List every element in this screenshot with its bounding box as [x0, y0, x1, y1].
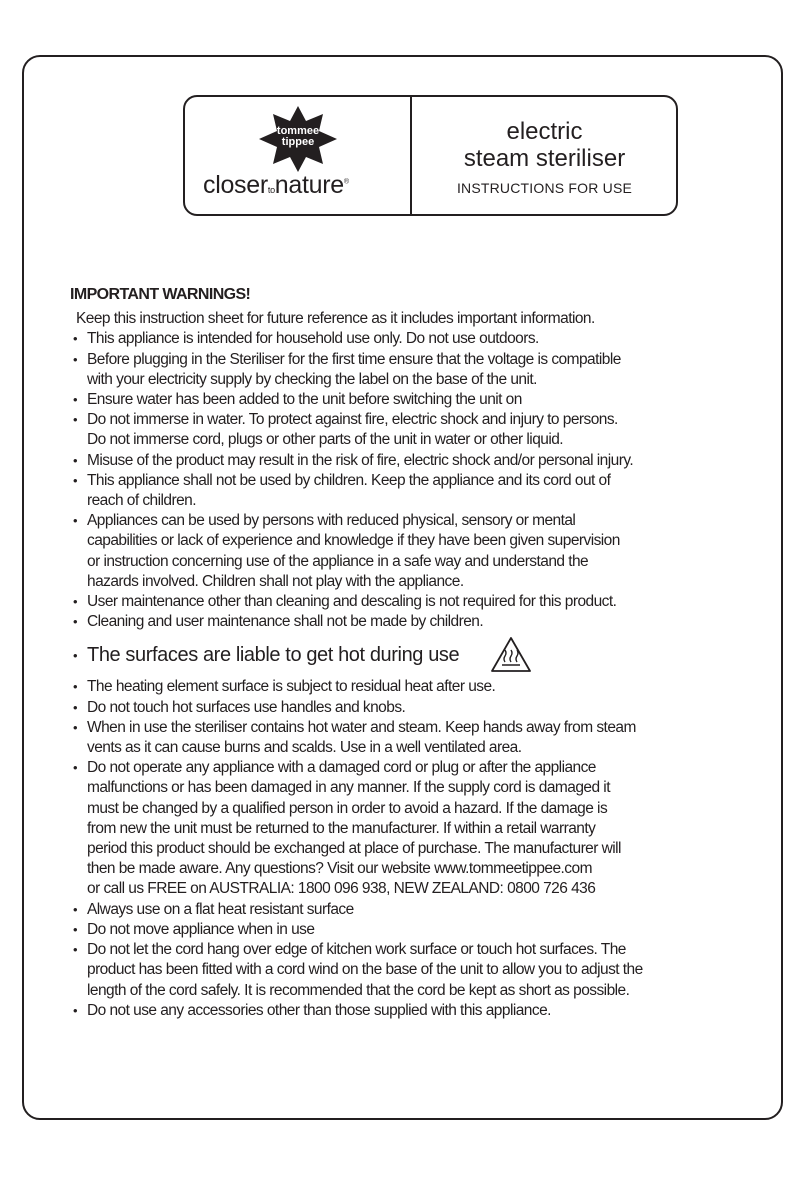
warning-item — [70, 410, 730, 450]
warning-line: • Do not operate any appliance with a damaged cord or plug or after the appliance — [87, 759, 596, 777]
warning-item — [70, 329, 730, 349]
warning-line: or call us FREE on AUSTRALIA: 1800 096 938, NEW ZEALAND: 0800 726 436 — [87, 880, 596, 898]
warning-line: product has been fitted with a cord wind on the base of the unit to allow you to adjust the — [87, 961, 643, 979]
warning-item — [70, 698, 730, 718]
warning-line: or instruction concerning use of the appliance in a safe way and understand the — [87, 552, 589, 570]
warning-line: length of the cord safely. It is recommended that the cord be kept as short as possible. — [87, 981, 630, 999]
brand-name-line1: tommee — [276, 125, 320, 137]
warning-line: • This appliance shall not be used by children. Keep the appliance and its cord out of — [87, 471, 611, 489]
product-title-line1: electric — [506, 118, 583, 145]
hot-surface-label: The surfaces are liable to get hot during use — [87, 644, 460, 667]
warning-line: must be changed by a qualified person in order to avoid a hazard. If the damage is — [87, 799, 608, 817]
product-title-line2: steam steriliser — [463, 145, 626, 172]
warning-line: • User maintenance other than cleaning and descaling is not required for this product. — [87, 593, 617, 611]
warnings-list-a — [70, 329, 730, 632]
warning-line: then be made aware. Any questions? Visit our website www.tommeetippee.com — [87, 860, 592, 878]
warning-line: reach of children. — [87, 492, 196, 510]
warning-line: period this product should be exchanged at place of purchase. The manufacturer will — [87, 840, 621, 858]
warnings-intro: Keep this instruction sheet for future reference as it includes important information. — [76, 310, 595, 328]
header-box — [183, 95, 678, 216]
warning-item — [70, 511, 730, 592]
warning-line: • Cleaning and user maintenance shall not be made by children. — [87, 613, 484, 631]
warning-line: • Before plugging in the Steriliser for the first time ensure that the voltage is compatible — [87, 350, 621, 368]
warning-item — [70, 1001, 730, 1021]
warning-line: from new the unit must be returned to the manufacturer. If within a retail warranty — [87, 819, 596, 837]
warning-line: • Do not let the cord hang over edge of kitchen work surface or touch hot surfaces. The — [87, 941, 626, 959]
warning-item — [70, 900, 730, 920]
warnings-list-b — [70, 677, 730, 1020]
warning-line: • Appliances can be used by persons with reduced physical, sensory or mental — [87, 512, 576, 530]
warning-line: • Always use on a flat heat resistant surface — [87, 900, 354, 918]
warning-line: • Do not move appliance when in use — [87, 920, 315, 938]
warning-item — [70, 677, 730, 697]
warning-item — [70, 592, 730, 612]
brand-tagline: closertonature® — [203, 171, 349, 199]
warning-item — [70, 758, 730, 899]
warning-item — [70, 718, 730, 758]
hot-surface-notice — [70, 640, 730, 672]
warnings-section — [70, 285, 730, 1021]
warning-line: • Ensure water has been added to the unit before switching the unit on — [87, 391, 522, 409]
warning-item — [70, 471, 730, 511]
instructions-subtitle: INSTRUCTIONS FOR USE — [456, 180, 633, 196]
warning-line: vents as it can cause burns and scalds. Use in a well ventilated area. — [87, 739, 522, 757]
warning-line: Do not immerse cord, plugs or other parts of the unit in water or other liquid. — [87, 431, 564, 449]
warnings-heading: IMPORTANT WARNINGS! — [70, 286, 251, 303]
warning-line: • Do not touch hot surfaces use handles and knobs. — [87, 698, 406, 716]
warning-line: • The heating element surface is subject to residual heat after use. — [87, 678, 496, 696]
warning-line: • Do not use any accessories other than those supplied with this appliance. — [87, 1001, 551, 1019]
warning-item — [70, 350, 730, 390]
header-divider — [410, 97, 412, 214]
warning-item — [70, 390, 730, 410]
warning-item — [70, 940, 730, 1001]
warning-line: capabilities or lack of experience and knowledge if they have been given supervision — [87, 532, 620, 550]
brand-name-line2: tippee — [281, 136, 315, 148]
warning-line: • When in use the steriliser contains hot water and steam. Keep hands away from steam — [87, 718, 636, 736]
warning-line: • This appliance is intended for household use only. Do not use outdoors. — [87, 330, 539, 348]
warning-item — [70, 612, 730, 632]
warning-line: • Misuse of the product may result in the risk of fire, electric shock and/or personal injury. — [87, 451, 634, 469]
warning-item — [70, 451, 730, 471]
warning-line: hazards involved. Children shall not play with the appliance. — [87, 572, 464, 590]
warning-line: with your electricity supply by checking the label on the base of the unit. — [87, 370, 537, 388]
warning-item — [70, 920, 730, 940]
warning-line: malfunctions or has been damaged in any manner. If the supply cord is damaged it — [87, 779, 610, 797]
hot-surface-warning-icon — [490, 636, 532, 674]
warning-line: • Do not immerse in water. To protect against fire, electric shock and injury to persons. — [87, 411, 618, 429]
